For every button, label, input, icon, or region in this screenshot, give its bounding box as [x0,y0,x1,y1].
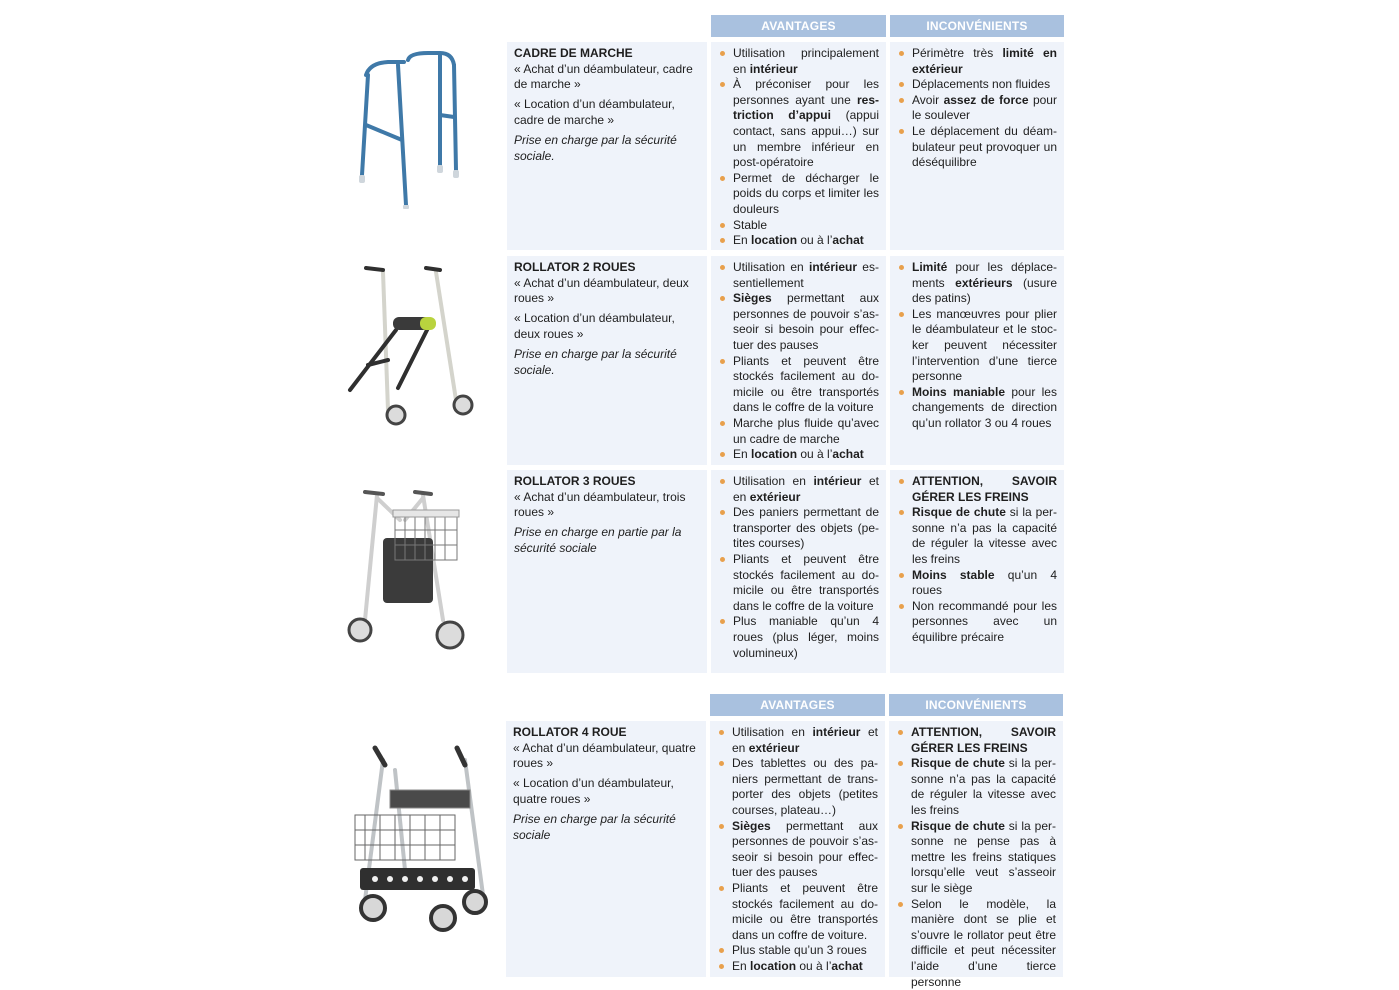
bullet-item: Des paniers permettant de transporter des objets (petites courses) [718,505,879,552]
coverage-note: Prise en charge par la sécurité sociale. [514,132,677,163]
bullet-item: Selon le modèle, la manière dont se plie et s’ouvre le rollator peut être difficile et peut nécessiter l’aide d’une tierce personne [896,897,1056,990]
advantages-cell [710,721,885,977]
rollator-2-wheels-image [338,260,478,430]
purchase-label: « Achat d’un déambulateur, cadre de marche » [514,61,693,92]
bullet-item: Pliants et peuvent être stockés facilement au domicile ou être transportés dans un coffre de voiture. [717,881,878,943]
product-description [507,42,707,250]
bullet-item: Risque de chute si la personne ne pense pas à mettre les freins statiques lorsqu’elle veut s’asseoir sur le siège [896,819,1056,897]
bullet-item: Utilisation en intérieur et en extérieur [717,725,878,756]
coverage-note: Prise en charge en partie par la sécurité sociale [514,525,682,555]
rollator-4-wheels-image [345,740,495,940]
bullet-item: Utilisation principalement en intérieur [718,46,879,77]
bullet-item: Des tablettes ou des paniers permettant de transporter des objets (petites courses, plateau…) [717,756,878,818]
bullet-item: En location ou à l’achat [717,959,878,975]
bullet-item: En location ou à l’achat [718,447,879,463]
drawbacks-header-bottom: INCONVÉNIENTS [889,694,1063,716]
bullet-item: Permet de décharger le poids du corps et limiter les douleurs [718,171,879,218]
bullet-item: Risque de chute si la personne n’a pas la capacité de réguler la vitesse avec les freins [897,505,1057,567]
bullet-item: Pliants et peuvent être stockés facilement au domicile ou être transportés dans le coffre de la voiture [718,354,879,416]
bullet-item: Sièges permettant aux personnes de pouvoir s’asseoir si besoin pour effectuer des pauses [718,291,879,353]
purchase-label: « Achat d’un déambulateur, trois roues » [514,489,686,520]
product-description [506,721,706,977]
bullet-item: Déplacements non fluides [897,77,1057,93]
advantages-cell [711,42,886,250]
bullet-item: Sièges permettant aux personnes de pouvoir s’asseoir si besoin pour effectuer des pauses [717,819,878,881]
product-description [507,256,707,465]
bullet-item: À préconiser pour les personnes ayant une restriction d’appui (appui contact, sans appui…) sur un membre inférieur en post-opératoire [718,77,879,171]
advantages-cell [711,256,886,465]
bullet-item: Moins stable qu’un 4 roues [897,568,1057,599]
rental-label: « Location d’un déambulateur, cadre de marche » [514,97,675,127]
bullet-item: ATTENTION, SAVOIR GÉRER LES FREINS [896,725,1056,756]
advantages-header: AVANTAGES [711,15,886,37]
bullet-item: Avoir assez de force pour le soulever [897,93,1057,124]
drawbacks-cell [890,470,1064,673]
drawbacks-cell [890,42,1064,250]
product-name: ROLLATOR 2 ROUES [514,260,636,274]
advantages-cell [711,470,886,673]
bullet-item: Le déplacement du déambulateur peut provoquer un déséquilibre [897,124,1057,171]
walking-frame-image [348,45,468,210]
coverage-note: Prise en charge par la sécurité sociale [513,811,676,842]
bullet-item: Pliants et peuvent être stockés facilement au domicile ou être transportés dans le coffre de la voiture [718,552,879,614]
advantages-list [717,725,878,975]
rental-label: « Location d’un déambulateur, deux roues » [514,311,675,341]
product-description [507,470,707,673]
bullet-item: Marche plus fluide qu’avec un cadre de marche [718,416,879,447]
product-name: CADRE DE MARCHE [514,46,633,60]
bullet-item: Non recommandé pour les personnes avec un équilibre précaire [897,599,1057,646]
rental-label: « Location d’un déambulateur, quatre roues » [513,776,674,806]
coverage-note: Prise en charge par la sécurité sociale. [514,346,677,377]
drawbacks-list [897,260,1057,432]
bullet-item: Utilisation en intérieur et en extérieur [718,474,879,505]
bullet-item: ATTENTION, SAVOIR GÉRER LES FREINS [897,474,1057,505]
drawbacks-list [897,474,1057,646]
bullet-item: En location ou à l’achat [718,233,879,249]
purchase-label: « Achat d’un déambulateur, deux roues » [514,275,689,306]
bullet-item: Plus maniable qu’un 4 roues (plus léger, moins volumineux) [718,614,879,661]
bullet-item: Limité pour les déplacements extérieurs (usure des patins) [897,260,1057,307]
advantages-list [718,474,879,661]
rollator-3-wheels-image [345,480,475,655]
purchase-label: « Achat d’un déambulateur, quatre roues » [513,740,696,771]
drawbacks-cell [890,256,1064,465]
drawbacks-header: INCONVÉNIENTS [890,15,1064,37]
advantages-list [718,46,879,249]
bullet-item: Moins maniable pour les changements de direction qu’un rollator 3 ou 4 roues [897,385,1057,432]
product-name: ROLLATOR 4 ROUE [513,725,627,739]
bullet-item: Utilisation en intérieur essentiellement [718,260,879,291]
bullet-item: Risque de chute si la personne n’a pas la capacité de réguler la vitesse avec les freins [896,756,1056,818]
drawbacks-cell [889,721,1063,989]
drawbacks-list [896,725,1056,990]
drawbacks-list [897,46,1057,171]
bullet-item: Les manœuvres pour plier le déambulateur et le stocker peuvent nécessiter l’intervention d’une tierce personne [897,307,1057,385]
bullet-item: Plus stable qu’un 3 roues [717,943,878,959]
bullet-item: Stable [718,218,879,234]
bullet-item: Périmètre très limité en extérieur [897,46,1057,77]
advantages-list [718,260,879,463]
product-name: ROLLATOR 3 ROUES [514,474,636,488]
advantages-header-bottom: AVANTAGES [710,694,885,716]
